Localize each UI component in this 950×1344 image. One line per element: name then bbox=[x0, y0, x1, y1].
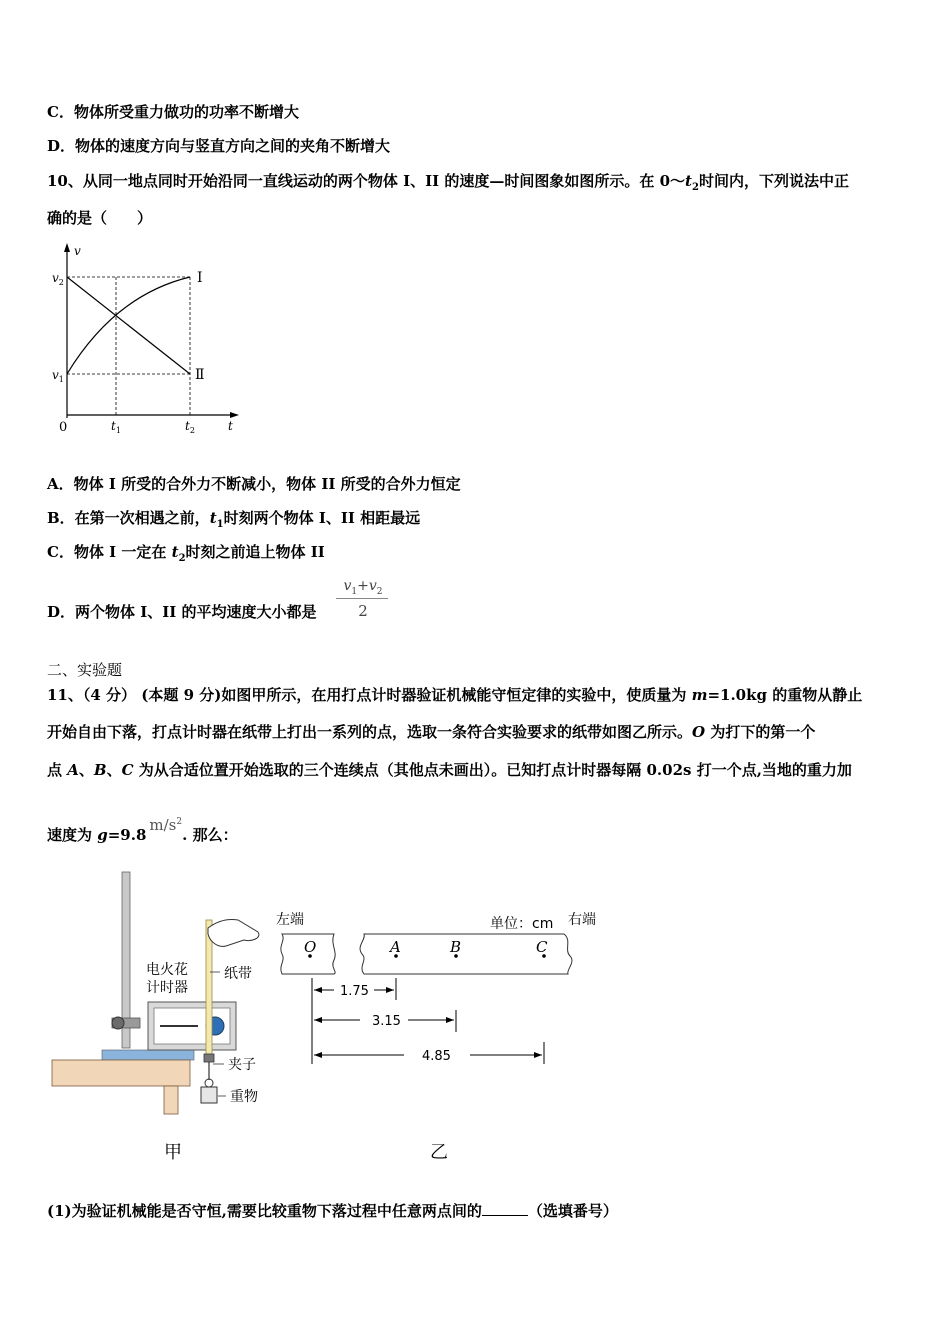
q10-option-b: B．在第一次相遇之前，$t_1$时刻两个物体 I、II 相距最远 bbox=[47, 509, 421, 530]
q9-option-d: D．物体的速度方向与竖直方向之间的夹角不断增大 bbox=[47, 137, 391, 155]
clamp-knob bbox=[112, 1017, 124, 1029]
label-spark-timer-1: 电火花 bbox=[146, 962, 188, 978]
q11-line4: 速度为 $g=9.8m/s^2$. 那么： bbox=[47, 816, 238, 844]
vt-v2-label: $v_2$ bbox=[52, 271, 64, 287]
hand bbox=[208, 919, 259, 946]
vt-graph bbox=[45, 240, 245, 440]
q10-option-a: A．物体 I 所受的合外力不断减小，物体 II 所受的合外力恒定 bbox=[47, 475, 461, 493]
figure-jia-apparatus bbox=[48, 868, 278, 1168]
label-weight: 重物 bbox=[230, 1089, 258, 1105]
q11-subquestion-1: (1)为验证机械能是否守恒,需要比较重物下落过程中任意两点间的 （选填番号） bbox=[47, 1202, 618, 1220]
q10-stem-line2: 确的是（ ） bbox=[47, 209, 153, 227]
vt-v1-label: $v_1$ bbox=[52, 368, 64, 384]
weight-block bbox=[201, 1087, 217, 1103]
q10-option-d: D．两个物体 I、II 的平均速度大小都是 bbox=[47, 603, 317, 621]
label-O: O bbox=[304, 938, 317, 956]
dimension-OC: 4.85 bbox=[422, 1049, 451, 1064]
label-C: C bbox=[536, 938, 548, 956]
table-top bbox=[52, 1060, 190, 1086]
label-clip: 夹子 bbox=[228, 1057, 256, 1073]
base-plate bbox=[102, 1050, 194, 1060]
clip bbox=[204, 1054, 214, 1062]
label-unit: 单位：cm bbox=[490, 916, 554, 932]
caption-yi: 乙 bbox=[430, 1142, 448, 1160]
q11-line3: 点 A、B、C 为从合适位置开始选取的三个连续点（其他点未画出）。已知打点计时器每隔 0.02s 打一个点,当地的重力加 bbox=[47, 761, 852, 779]
vt-x-label: t bbox=[228, 419, 233, 433]
caption-jia: 甲 bbox=[164, 1142, 182, 1163]
dimension-OA: 1.75 bbox=[340, 984, 369, 999]
label-B: B bbox=[450, 938, 462, 956]
table-leg bbox=[164, 1086, 178, 1114]
vt-line-II-label: Ⅱ bbox=[195, 367, 205, 383]
avg-velocity-fraction-numerator: $v_1+v_2$ bbox=[343, 578, 383, 597]
answer-blank[interactable] bbox=[482, 1201, 528, 1216]
q11-line2: 开始自由下落，打点计时器在纸带上打出一系列的点，选取一条符合实验要求的纸带如图乙所示。O 为打下的第一个 bbox=[47, 723, 816, 741]
label-tape: 纸带 bbox=[224, 966, 252, 982]
vt-origin-label: 0 bbox=[59, 420, 68, 435]
fraction-bar bbox=[336, 598, 388, 599]
label-A: A bbox=[390, 938, 401, 956]
vt-x-arrow bbox=[230, 412, 239, 418]
vt-curve-I-label: I bbox=[197, 270, 203, 286]
vt-t1-label: $t_1$ bbox=[111, 419, 121, 435]
figure-yi-tape bbox=[272, 900, 612, 1160]
label-spark-timer-2: 计时器 bbox=[146, 980, 188, 996]
q11-line1: 11、（4 分） (本题 9 分)如图甲所示，在用打点计时器验证机械能守恒定律的实验中，使质量为 m=1.0kg 的重物从静止 bbox=[47, 686, 863, 704]
label-right-end: 右端 bbox=[568, 912, 596, 928]
line-II bbox=[67, 277, 190, 374]
label-left-end: 左端 bbox=[276, 912, 304, 928]
q9-option-c: C．物体所受重力做功的功率不断增大 bbox=[47, 103, 299, 121]
vt-y-arrow bbox=[64, 243, 70, 252]
vt-t2-label: $t_2$ bbox=[185, 419, 195, 435]
unit-m-per-s2: $m/s^2$ bbox=[149, 816, 183, 834]
q10-option-c: C．物体 I 一定在 $t_2$时刻之前追上物体 II bbox=[47, 543, 325, 564]
section-heading-experiment: 二、实验题 bbox=[47, 661, 123, 679]
dimension-OB: 3.15 bbox=[372, 1014, 401, 1029]
avg-velocity-fraction-denominator: 2 bbox=[358, 602, 368, 620]
vt-y-label: v bbox=[74, 244, 81, 258]
q10-stem-line1: 10、从同一地点同时开始沿同一直线运动的两个物体 I、II 的速度—时间图象如图所示。在 $0\sim t_2$时间内，下列说法中正 bbox=[47, 172, 849, 193]
